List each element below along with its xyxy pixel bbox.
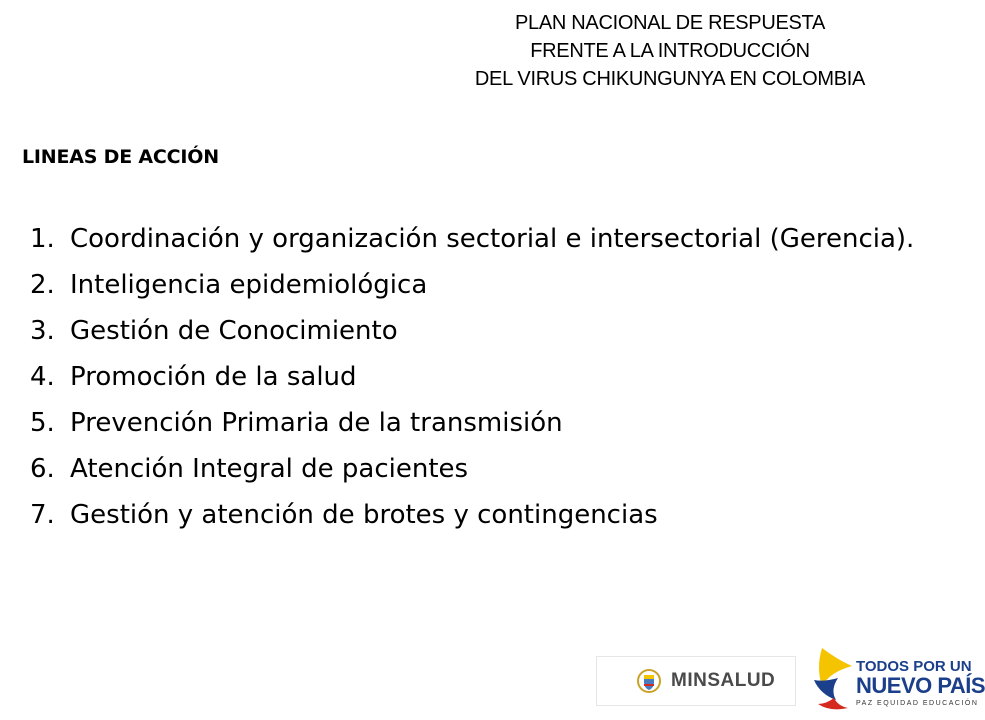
list-item — [30, 446, 930, 492]
header-line-1: PLAN NACIONAL DE RESPUESTA — [514, 12, 826, 34]
list-item — [30, 492, 930, 538]
item-number: 7. — [30, 500, 55, 530]
list-item — [30, 262, 930, 308]
item-number: 4. — [30, 362, 55, 392]
document-header — [380, 9, 960, 93]
section-title: LINEAS DE ACCIÓN — [22, 146, 219, 168]
todos-por-un-nuevo-pais-logo — [808, 642, 985, 720]
coat-of-arms-icon — [637, 668, 661, 694]
item-text: Gestión y atención de brotes y contingencias — [70, 500, 658, 530]
list-item — [30, 216, 930, 262]
list-item — [30, 354, 930, 400]
item-text: Inteligencia epidemiológica — [70, 270, 428, 300]
tpnp-line-3: PAZ EQUIDAD EDUCACIÓN — [856, 700, 979, 707]
item-number: 3. — [30, 316, 55, 346]
item-text: Coordinación y organización sectorial e intersectorial (Gerencia). — [70, 224, 915, 254]
header-line-3: DEL VIRUS CHIKUNGUNYA EN COLOMBIA — [474, 68, 866, 90]
item-text: Gestión de Conocimiento — [70, 316, 398, 346]
item-number: 2. — [30, 270, 55, 300]
item-number: 1. — [30, 224, 55, 254]
header-line-2: FRENTE A LA INTRODUCCIÓN — [530, 40, 810, 62]
tpnp-wordmark — [856, 659, 985, 707]
list-item — [30, 400, 930, 446]
item-text: Prevención Primaria de la transmisión — [70, 408, 563, 438]
tpnp-line-2: NUEVO PAÍS — [856, 673, 985, 698]
list-item — [30, 308, 930, 354]
tpnp-line-1: TODOS POR UN — [856, 658, 972, 675]
item-text: Atención Integral de pacientes — [70, 454, 469, 484]
minsalud-label: MINSALUD — [671, 670, 776, 691]
action-lines-list — [30, 216, 930, 538]
item-text: Promoción de la salud — [70, 362, 357, 392]
minsalud-logo — [596, 656, 796, 706]
item-number: 5. — [30, 408, 55, 438]
item-number: 6. — [30, 454, 55, 484]
